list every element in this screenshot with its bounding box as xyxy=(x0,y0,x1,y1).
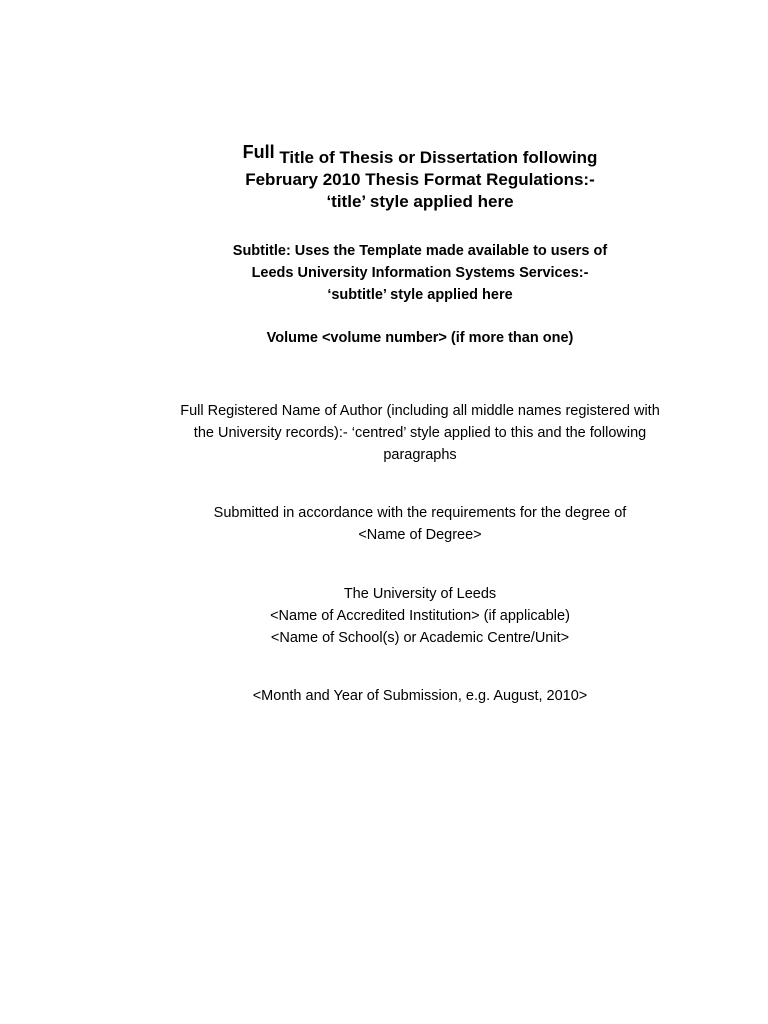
volume-line xyxy=(110,328,730,348)
author-paragraph xyxy=(110,400,730,466)
institution-paragraph xyxy=(110,583,730,649)
title-first-word: Full xyxy=(242,142,275,162)
submission-date: <Month and Year of Submission, e.g. August, 2010> xyxy=(252,688,588,704)
degree-name: <Name of Degree> xyxy=(358,527,482,543)
author-line-1: Full Registered Name of Author (including all middle names registered with xyxy=(180,403,660,419)
degree-line-1: Submitted in accordance with the requirements for the degree of xyxy=(213,505,627,521)
submission-date-paragraph xyxy=(110,685,730,707)
author-line-2: the University records):- ‘centred’ style applied to this and the following xyxy=(193,425,647,441)
subtitle-line-3: ‘subtitle’ style applied here xyxy=(327,287,513,303)
subtitle-line-2: Leeds University Information Systems Services:- xyxy=(251,265,589,281)
university-name: The University of Leeds xyxy=(343,586,497,602)
title-line-1 xyxy=(110,142,730,169)
degree-paragraph xyxy=(110,502,730,546)
title-line-3: ‘title’ style applied here xyxy=(326,192,514,211)
title-line-1-rest: Title of Thesis or Dissertation following xyxy=(279,148,598,167)
thesis-subtitle xyxy=(110,240,730,306)
title-line-2: February 2010 Thesis Format Regulations:- xyxy=(245,170,595,189)
accredited-institution: <Name of Accredited Institution> (if applicable) xyxy=(270,608,570,624)
volume-text: Volume <volume number> (if more than one) xyxy=(266,330,574,346)
thesis-title xyxy=(110,142,730,213)
subtitle-line-1: Subtitle: Uses the Template made available to users of xyxy=(232,243,608,259)
author-line-3: paragraphs xyxy=(383,447,457,463)
school-name: <Name of School(s) or Academic Centre/Unit> xyxy=(270,630,570,646)
